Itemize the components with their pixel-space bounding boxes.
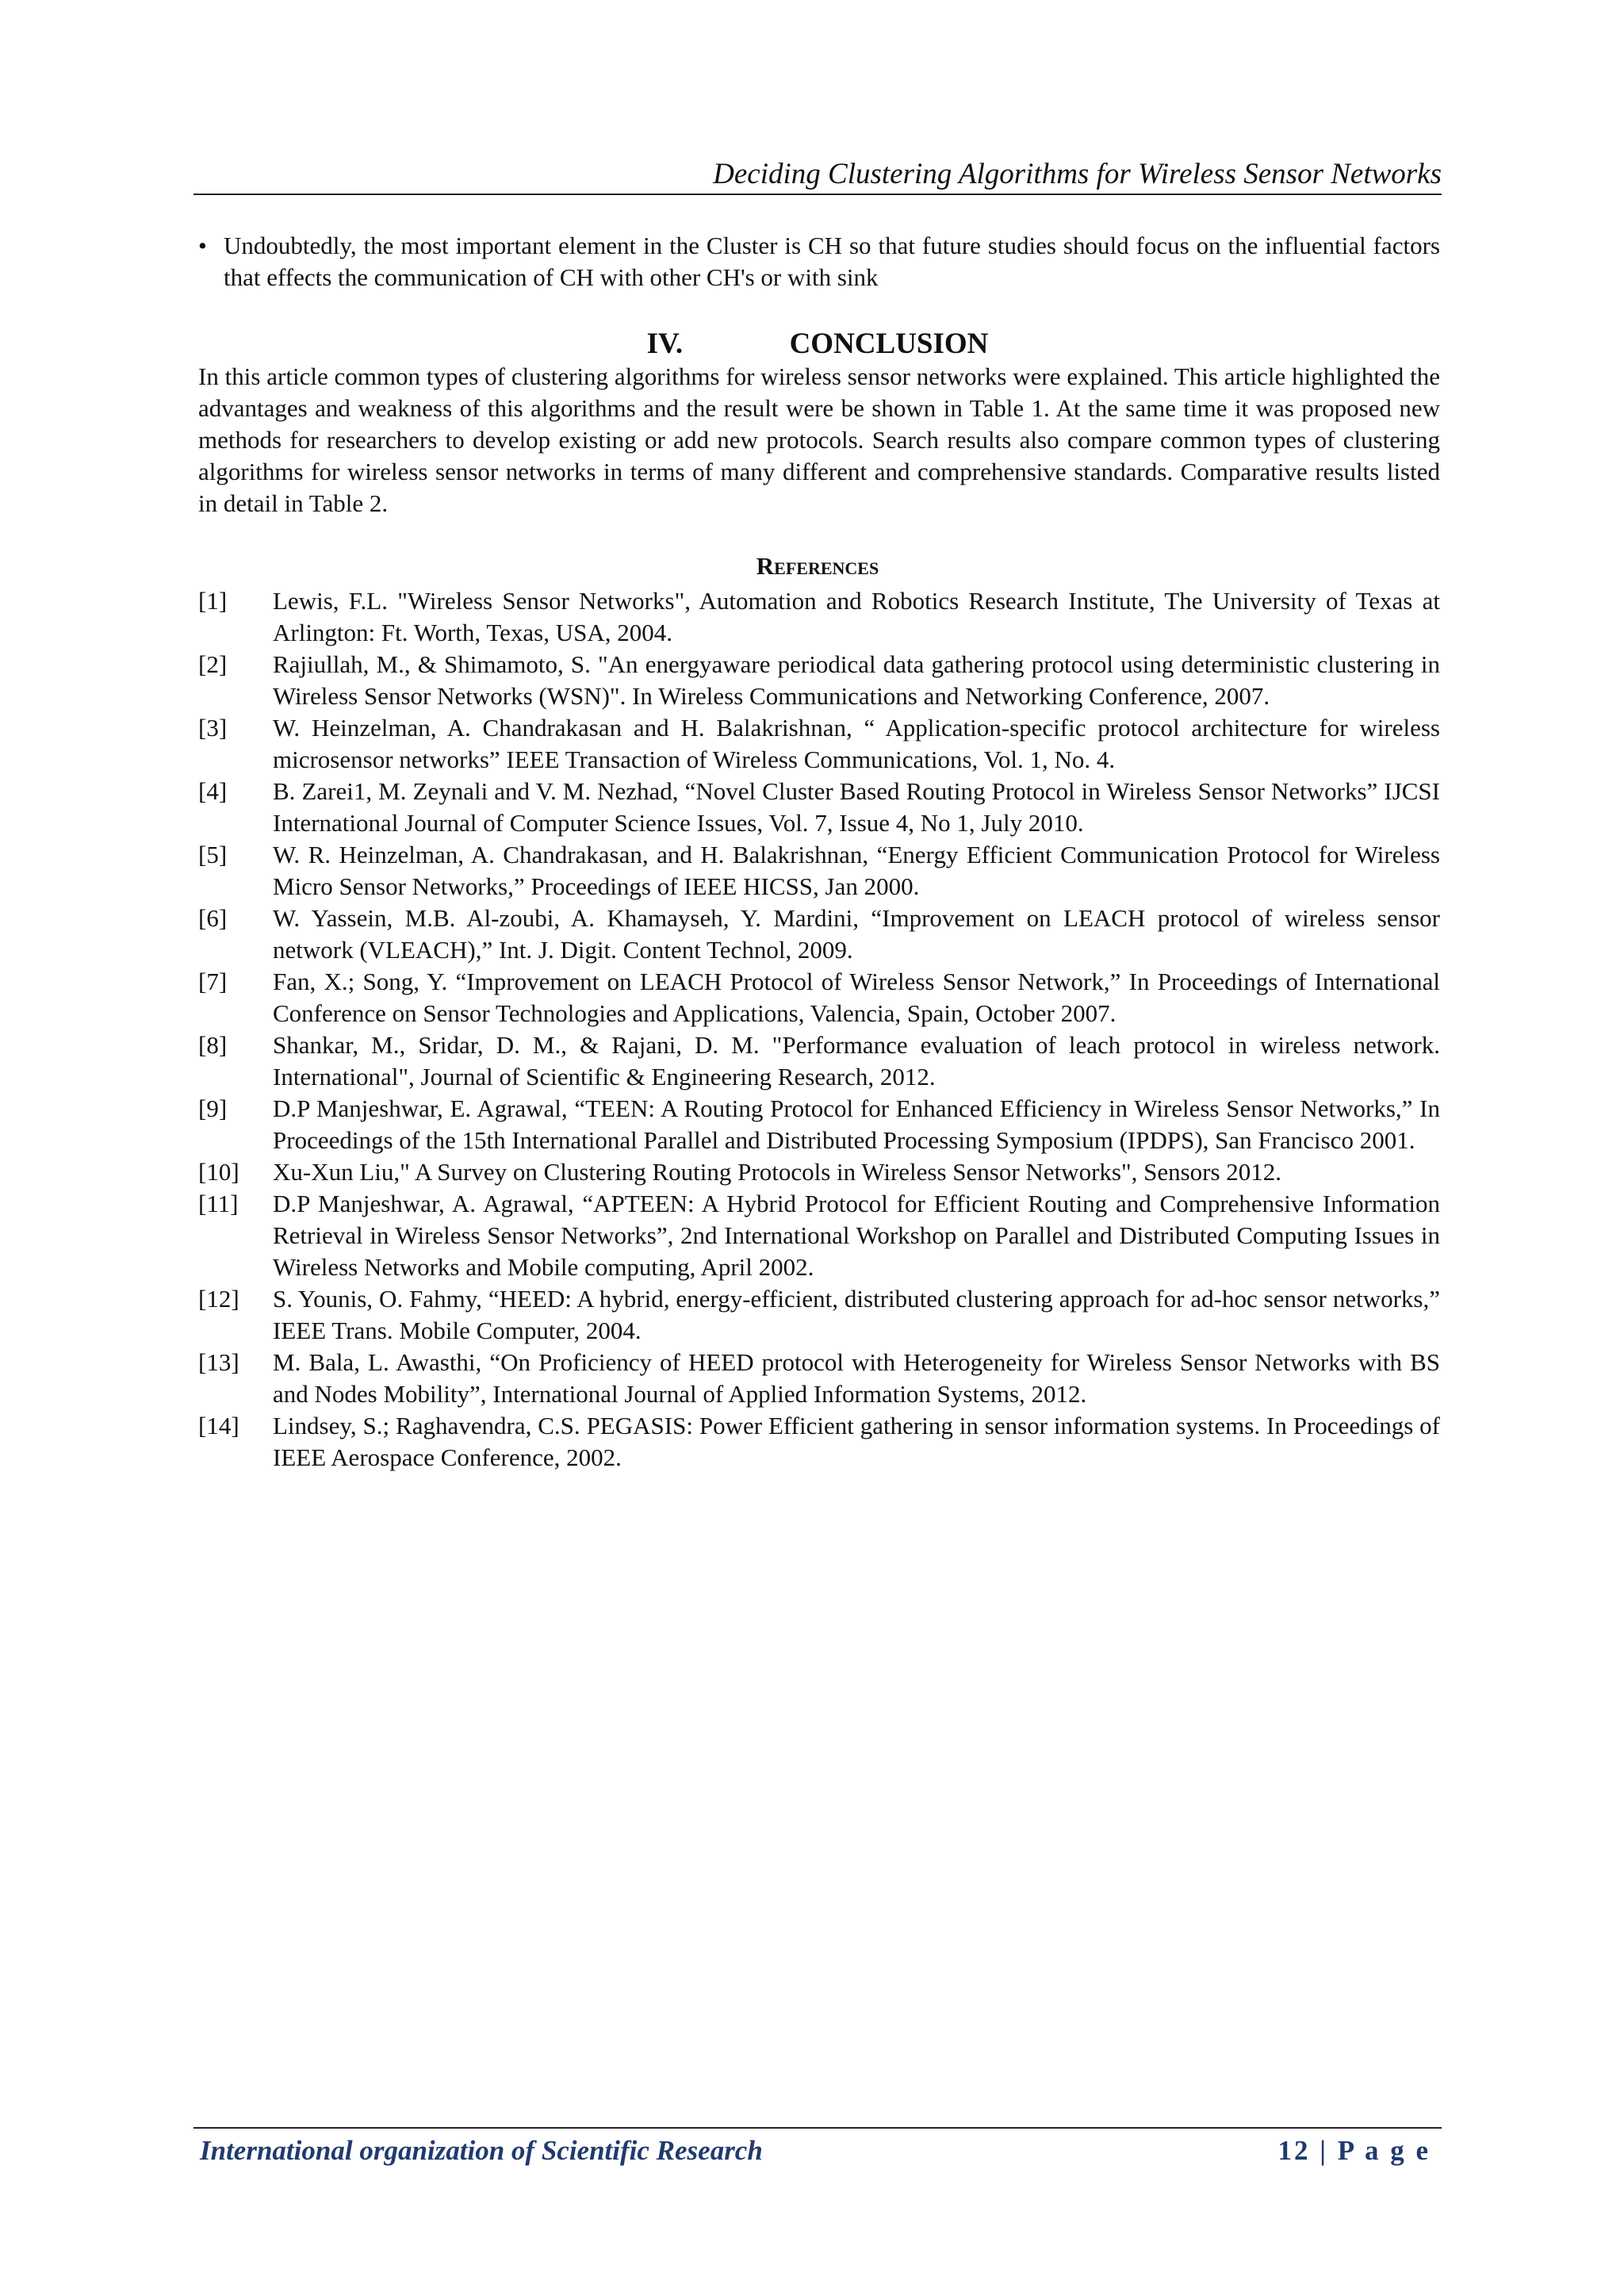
reference-number: [3]	[198, 714, 228, 742]
reference-text: M. Bala, L. Awasthi, “On Proficiency of HEED protocol with Heterogeneity for Wireless Sensor Networks with BS and Nodes Mobility”, International Journal of Applied Information Systems, 2012.	[273, 1348, 1440, 1408]
reference-item	[198, 966, 1440, 1029]
reference-number: [6]	[198, 904, 228, 932]
section-number: IV.	[646, 328, 684, 360]
reference-number: [5]	[198, 841, 228, 868]
reference-number: [12]	[198, 1285, 239, 1313]
reference-item	[198, 776, 1440, 839]
section-heading	[193, 325, 1442, 363]
conclusion-paragraph: In this article common types of clustering algorithms for wireless sensor networks were explained. This article highlighted the advantages and weakness of this algorithms and the result were be shown in Table 1. At the same time it was proposed new methods for researchers to develop existing or add new protocols. Search results also compare common types of clustering algorithms for wireless sensor networks in terms of many different and comprehensive standards. Comparative results listed in detail in Table 2.	[198, 362, 1440, 517]
reference-item	[198, 1029, 1440, 1093]
reference-text: W. R. Heinzelman, A. Chandrakasan, and H. Balakrishnan, “Energy Efficient Communication Protocol for Wireless Micro Sensor Networks,” Proceedings of IEEE HICSS, Jan 2000.	[273, 841, 1440, 900]
reference-text: S. Younis, O. Fahmy, “HEED: A hybrid, energy-efficient, distributed clustering approach for ad-hoc sensor networks,” IEEE Trans. Mobile Computer, 2004.	[273, 1285, 1440, 1344]
reference-text: Rajiullah, M., & Shimamoto, S. "An energyaware periodical data gathering protocol using deterministic clustering in Wireless Sensor Networks (WSN)". In Wireless Communications and Networking Conference, 2007.	[273, 650, 1440, 710]
reference-item	[198, 839, 1440, 903]
reference-number: [11]	[198, 1190, 239, 1217]
reference-item	[198, 903, 1440, 966]
reference-item	[198, 1156, 1440, 1188]
reference-item	[198, 1410, 1440, 1474]
reference-number: [13]	[198, 1348, 239, 1376]
bullet-text: Undoubtedly, the most important element in the Cluster is CH so that future studies should focus on the influential factors that effects the communication of CH with other CH's or with sink	[224, 232, 1440, 291]
footer-page-number: 12 | P a g e	[1277, 2135, 1431, 2166]
reference-text: D.P Manjeshwar, E. Agrawal, “TEEN: A Routing Protocol for Enhanced Efficiency in Wireless Sensor Networks,” In Proceedings of the 15th International Parallel and Distributed Processing Symposium (IPDPS), San Francisco 2001.	[273, 1094, 1440, 1154]
reference-number: [9]	[198, 1094, 228, 1122]
reference-number: [8]	[198, 1031, 228, 1059]
reference-item	[198, 712, 1440, 776]
footer-rule	[193, 2127, 1442, 2129]
reference-number: [1]	[198, 587, 228, 615]
reference-list	[198, 585, 1440, 1474]
reference-item	[198, 1347, 1440, 1410]
reference-item	[198, 1093, 1440, 1156]
reference-number: [4]	[198, 777, 228, 805]
reference-item	[198, 1188, 1440, 1283]
footer-organization: International organization of Scientific Research	[200, 2135, 763, 2166]
reference-text: Xu-Xun Liu," A Survey on Clustering Routing Protocols in Wireless Sensor Networks", Sensors 2012.	[273, 1158, 1282, 1186]
reference-text: Fan, X.; Song, Y. “Improvement on LEACH Protocol of Wireless Sensor Network,” In Proceedings of International Conference on Sensor Technologies and Applications, Valencia, Spain, October 2007.	[273, 968, 1440, 1027]
reference-number: [14]	[198, 1412, 239, 1439]
reference-text: W. Yassein, M.B. Al-zoubi, A. Khamayseh, Y. Mardini, “Improvement on LEACH protocol of wireless sensor network (VLEACH),” Int. J. Digit. Content Technol, 2009.	[273, 904, 1440, 964]
bullet-point	[198, 230, 1440, 293]
reference-item	[198, 585, 1440, 649]
reference-text: D.P Manjeshwar, A. Agrawal, “APTEEN: A Hybrid Protocol for Efficient Routing and Comprehensive Information Retrieval in Wireless Sensor Networks”, 2nd International Workshop on Parallel and Distributed Computing Issues in Wireless Networks and Mobile computing, April 2002.	[273, 1190, 1440, 1281]
reference-text: Lewis, F.L. "Wireless Sensor Networks", Automation and Robotics Research Institute, The University of Texas at Arlington: Ft. Worth, Texas, USA, 2004.	[273, 587, 1440, 646]
reference-number: [7]	[198, 968, 228, 995]
reference-text: Shankar, M., Sridar, D. M., & Rajani, D. M. "Performance evaluation of leach protocol in wireless network. International", Journal of Scientific & Engineering Research, 2012.	[273, 1031, 1440, 1091]
reference-text: W. Heinzelman, A. Chandrakasan and H. Balakrishnan, “ Application-specific protocol architecture for wireless microsensor networks” IEEE Transaction of Wireless Communications, Vol. 1, No. 4.	[273, 714, 1440, 773]
reference-item	[198, 649, 1440, 712]
section-title: CONCLUSION	[789, 328, 989, 360]
reference-number: [10]	[198, 1158, 239, 1186]
reference-text: B. Zarei1, M. Zeynali and V. M. Nezhad, “Novel Cluster Based Routing Protocol in Wireless Sensor Networks” IJCSI International Journal of Computer Science Issues, Vol. 7, Issue 4, No 1, July 2010.	[273, 777, 1440, 837]
reference-item	[198, 1283, 1440, 1347]
reference-text: Lindsey, S.; Raghavendra, C.S. PEGASIS: Power Efficient gathering in sensor information systems. In Proceedings of IEEE Aerospace Conference, 2002.	[273, 1412, 1440, 1471]
running-header: Deciding Clustering Algorithms for Wireless Sensor Networks	[713, 158, 1442, 190]
header-rule	[193, 194, 1442, 195]
references-heading: References	[756, 552, 879, 580]
reference-number: [2]	[198, 650, 228, 678]
bullet-icon: •	[198, 232, 207, 259]
